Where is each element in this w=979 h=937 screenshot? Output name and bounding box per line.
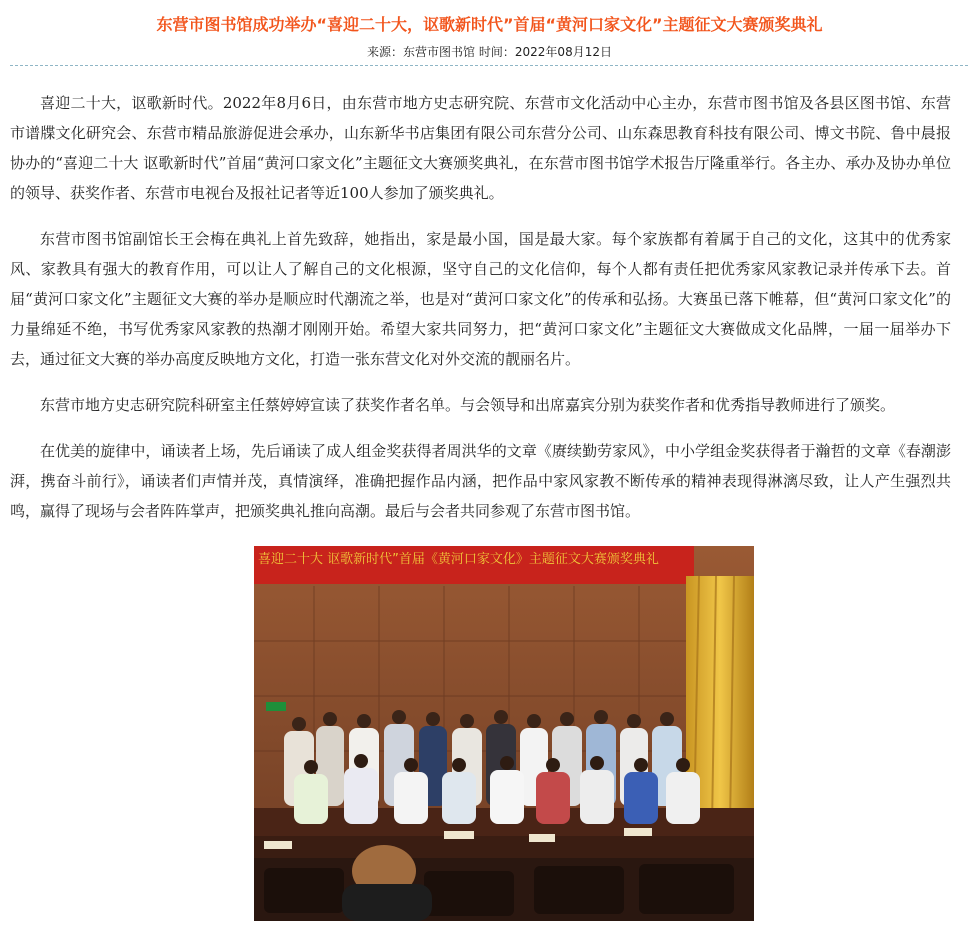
- banner-text: 喜迎二十大 讴歌新时代”首届《黄河口家文化》主题征文大赛颁奖典礼: [258, 552, 659, 567]
- time-label: 时间：: [478, 45, 515, 59]
- article-meta: [0, 44, 979, 60]
- paragraph: 在优美的旋律中，诵读者上场，先后诵读了成人组金奖获得者周洪华的文章《赓续勤劳家风》，中小学组金奖获得者于瀚哲的文章《春潮澎湃，携奋斗前行》，诵读者们声情并茂，真情演绎，准确把握作品内涵，把作品中家风家教不断传承的精神表现得淋漓尽致，让人产生强烈共鸣，赢得了现场与会者阵阵掌声，把颁奖典礼推向高潮。最后与会者共同参观了东营市图书馆。: [10, 442, 951, 520]
- paragraph: 喜迎二十大，讴歌新时代。2022年8月6日，由东营市地方史志研究院、东营市文化活动中心主办，东营市图书馆及各县区图书馆、东营市谱牒文化研究会、东营市精品旅游促进会承办，山东新华书店集团有限公司东营分公司、山东森思教育科技有限公司、博文书院、鲁中晨报协办的“喜迎二十大 讴歌新时代”首届“黄河口家文化”主题征文大赛颁奖典礼，在东营市图书馆学术报告厅隆重举行。各主办、承办及协办单位的领导、获奖作者、东营市电视台及报社记者等近100人参加了颁奖典礼。: [10, 94, 951, 202]
- time-value: 2022年08月12日: [514, 45, 612, 59]
- article-body: [10, 88, 951, 542]
- source-value: 东营市图书馆: [403, 45, 476, 59]
- paragraph: 东营市图书馆副馆长王会梅在典礼上首先致辞，她指出，家是最小国，国是最大家。每个家族都有着属于自己的文化，这其中的优秀家风、家教具有强大的教育作用，可以让人了解自己的文化根源，坚守自己的文化信仰，每个人都有责任把优秀家风家教记录并传承下去。首届“黄河口家文化”主题征文大赛的举办是顺应时代潮流之举，也是对“黄河口家文化”的传承和弘扬。大赛虽已落下帷幕，但“黄河口家文化”的力量绵延不绝，书写优秀家风家教的热潮才刚刚开始。希望大家共同努力，把“黄河口家文化”主题征文大赛做成文化品牌，一届一届举办下去，通过征文大赛的举办高度反映地方文化，打造一张东营文化对外交流的靓丽名片。: [10, 230, 951, 368]
- title-divider: [10, 65, 968, 66]
- paragraph: 东营市地方史志研究院科研室主任蔡婷婷宣读了获奖作者名单。与会领导和出席嘉宾分别为获奖作者和优秀指导教师进行了颁奖。: [40, 396, 896, 414]
- ceremony-photo-illustration: [254, 546, 754, 921]
- source-label: 来源：: [367, 45, 404, 59]
- article-title: 东营市图书馆成功举办“喜迎二十大，讴歌新时代”首届“黄河口家文化”主题征文大赛颁奖典礼: [156, 15, 823, 34]
- ceremony-photo: [254, 546, 754, 921]
